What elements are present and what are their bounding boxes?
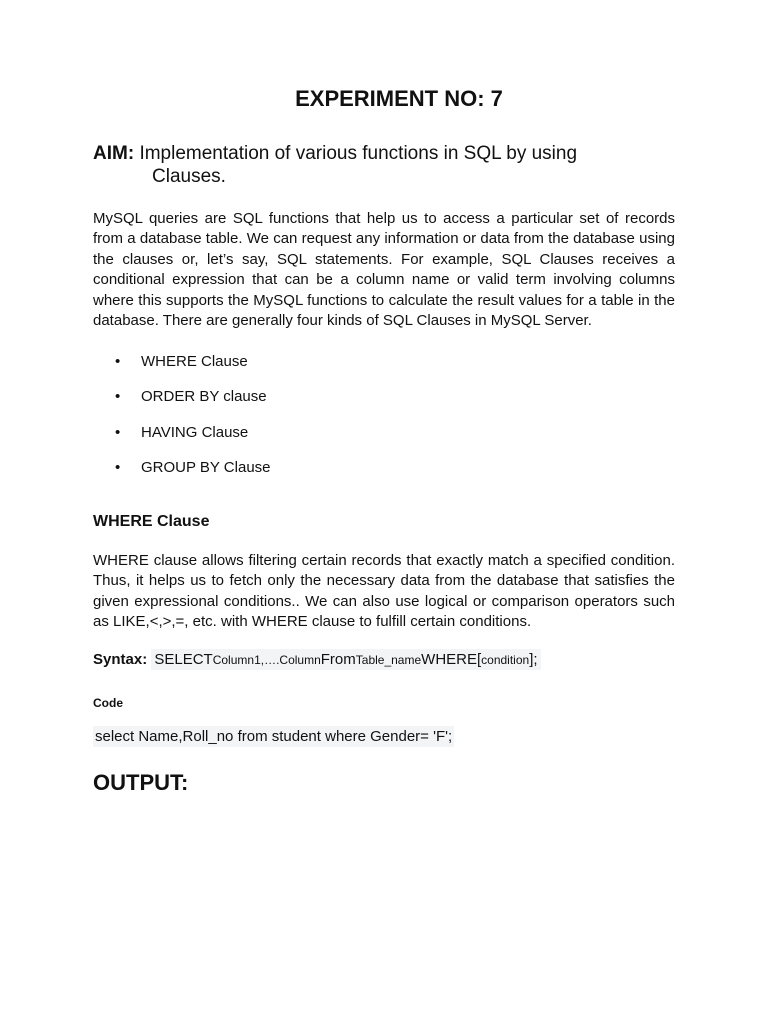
syntax-part: condition bbox=[481, 653, 530, 667]
list-item: • GROUP BY Clause bbox=[115, 458, 271, 476]
page-title: EXPERIMENT NO: 7 bbox=[295, 86, 503, 111]
syntax-part: Table_name bbox=[355, 653, 422, 667]
list-item-text: HAVING Clause bbox=[141, 423, 249, 441]
list-item: • WHERE Clause bbox=[115, 353, 248, 370]
list-item: • ORDER BY clause bbox=[115, 388, 267, 406]
code-block: select Name,Roll_no from student where Gender= 'F'; bbox=[95, 728, 453, 745]
syntax-label: Syntax: bbox=[93, 651, 148, 668]
syntax-part: ]; bbox=[529, 651, 538, 668]
aim-line1: Implementation of various functions in SQL by using bbox=[139, 143, 578, 164]
syntax-line bbox=[93, 651, 541, 668]
syntax-part: Column1,….Column bbox=[212, 653, 321, 667]
intro-paragraph: MySQL queries are SQL functions that help us to access a particular set of records from a database table. We can request any information or data from the database using the clauses or, let’s say, SQL statements. For example, SQL Clauses receives a conditional expression that can be a column name or valid term involving columns where this supports the MySQL functions to calculate the result values for a table in the database. There are generally four kinds of SQL Clauses in MySQL Server. bbox=[93, 210, 675, 330]
code-label: Code bbox=[93, 696, 123, 710]
aim-line2: Clauses. bbox=[152, 166, 226, 187]
list-item: • HAVING Clause bbox=[115, 423, 249, 441]
list-item-text: WHERE Clause bbox=[141, 353, 248, 370]
where-paragraph: WHERE clause allows filtering certain records that exactly match a specified condition. Thus, it helps us to fetch only the necessary data from the database that satisfies the given expressional conditions.. We can also use logical or comparison operators such as LIKE,<,>,=, etc. with WHERE clause to fulfill certain conditions. bbox=[93, 552, 675, 631]
syntax-part: From bbox=[320, 651, 356, 668]
list-item-text: ORDER BY clause bbox=[141, 388, 267, 406]
output-heading: OUTPUT: bbox=[93, 770, 189, 795]
where-heading: WHERE Clause bbox=[93, 513, 210, 530]
aim bbox=[93, 142, 693, 188]
aim-label: AIM: bbox=[93, 143, 135, 164]
clause-list bbox=[93, 352, 271, 493]
list-item-text: GROUP BY Clause bbox=[141, 458, 271, 476]
syntax-box bbox=[151, 649, 540, 670]
syntax-part: SELECT bbox=[154, 651, 213, 668]
syntax-part: WHERE[ bbox=[421, 651, 482, 668]
